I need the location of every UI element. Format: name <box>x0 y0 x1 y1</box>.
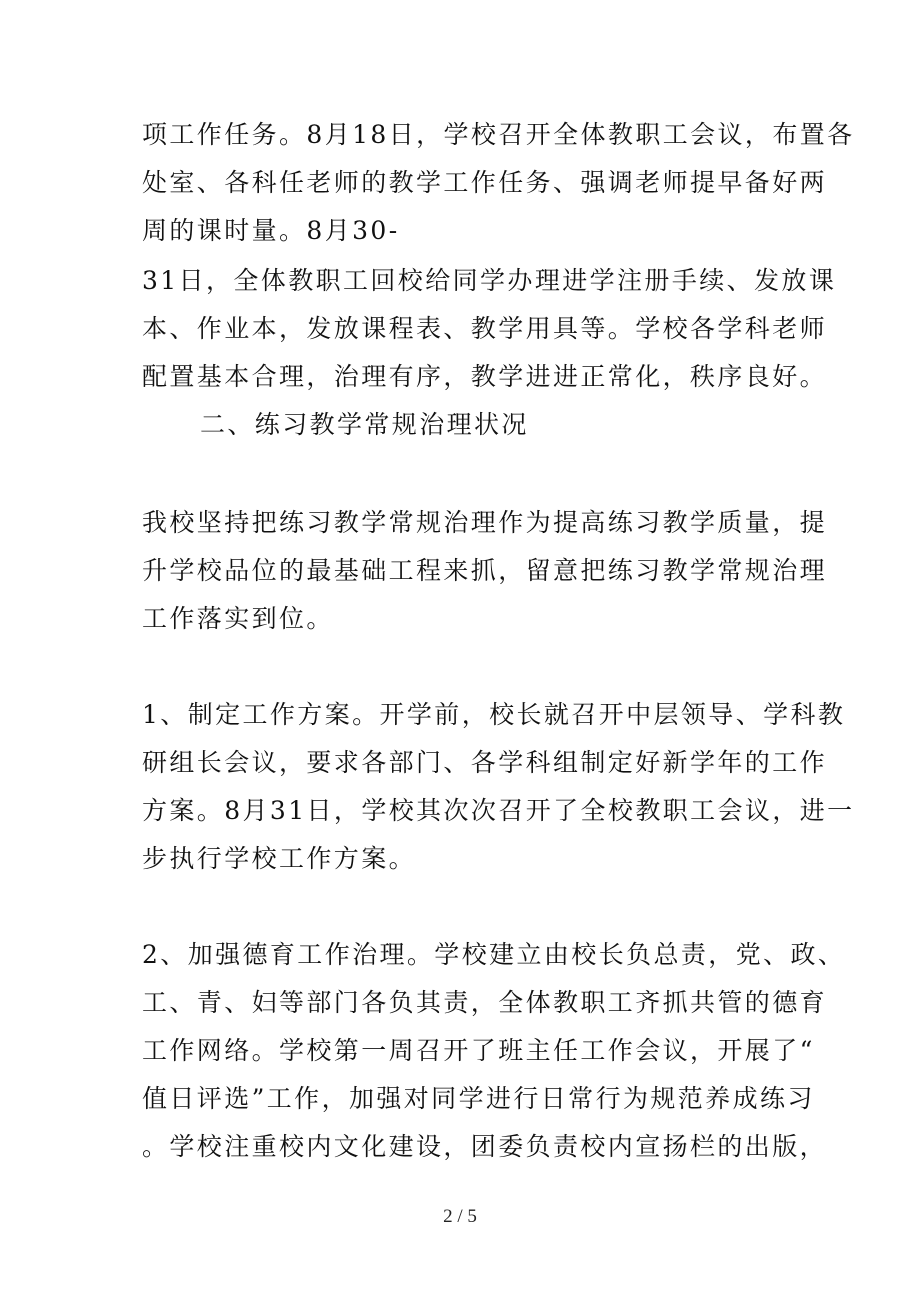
section-heading: 二、练习教学常规治理状况 <box>200 410 529 439</box>
text-line: 研组长会议，要求各部门、各学科组制定好新学年的工作 <box>142 748 828 777</box>
text-line: 步执行学校工作方案。 <box>142 844 417 873</box>
text-line: 本、作业本，发放课程表、教学用具等。学校各学科老师 <box>142 314 828 343</box>
text-line: 1、制定工作方案。开学前，校长就召开中层领导、学科教 <box>142 700 846 729</box>
text-line: 处室、各科任老师的教学工作任务、强调老师提早备好两 <box>142 168 828 197</box>
text-line: 升学校品位的最基础工程来抓，留意把练习教学常规治理 <box>142 556 828 585</box>
text-line: 项工作任务。8月18日，学校召开全体教职工会议，布置各 <box>142 120 855 149</box>
text-line: 我校坚持把练习教学常规治理作为提高练习教学质量，提 <box>142 508 828 537</box>
text-line: 。学校注重校内文化建设，团委负责校内宣扬栏的出版， <box>142 1132 828 1161</box>
text-line: 配置基本合理，治理有序，教学进进正常化，秩序良好。 <box>142 362 828 391</box>
text-line: 工、青、妇等部门各负其责，全体教职工齐抓共管的德育 <box>142 988 828 1017</box>
text-line: 2、加强德育工作治理。学校建立由校长负总责，党、政、 <box>142 940 846 969</box>
text-line: 值日评选”工作，加强对同学进行日常行为规范养成练习 <box>142 1084 815 1113</box>
text-line: 工作网络。学校第一周召开了班主任工作会议，开展了“ <box>142 1036 815 1065</box>
page-number: 2 / 5 <box>443 1206 477 1227</box>
text-line: 方案。8月31日，学校其次次召开了全校教职工会议，进一 <box>142 796 855 825</box>
text-line: 31日，全体教职工回校给同学办理进学注册手续、发放课 <box>142 266 837 295</box>
text-line: 周的课时量。8月30- <box>142 216 400 245</box>
text-line: 工作落实到位。 <box>142 604 334 633</box>
